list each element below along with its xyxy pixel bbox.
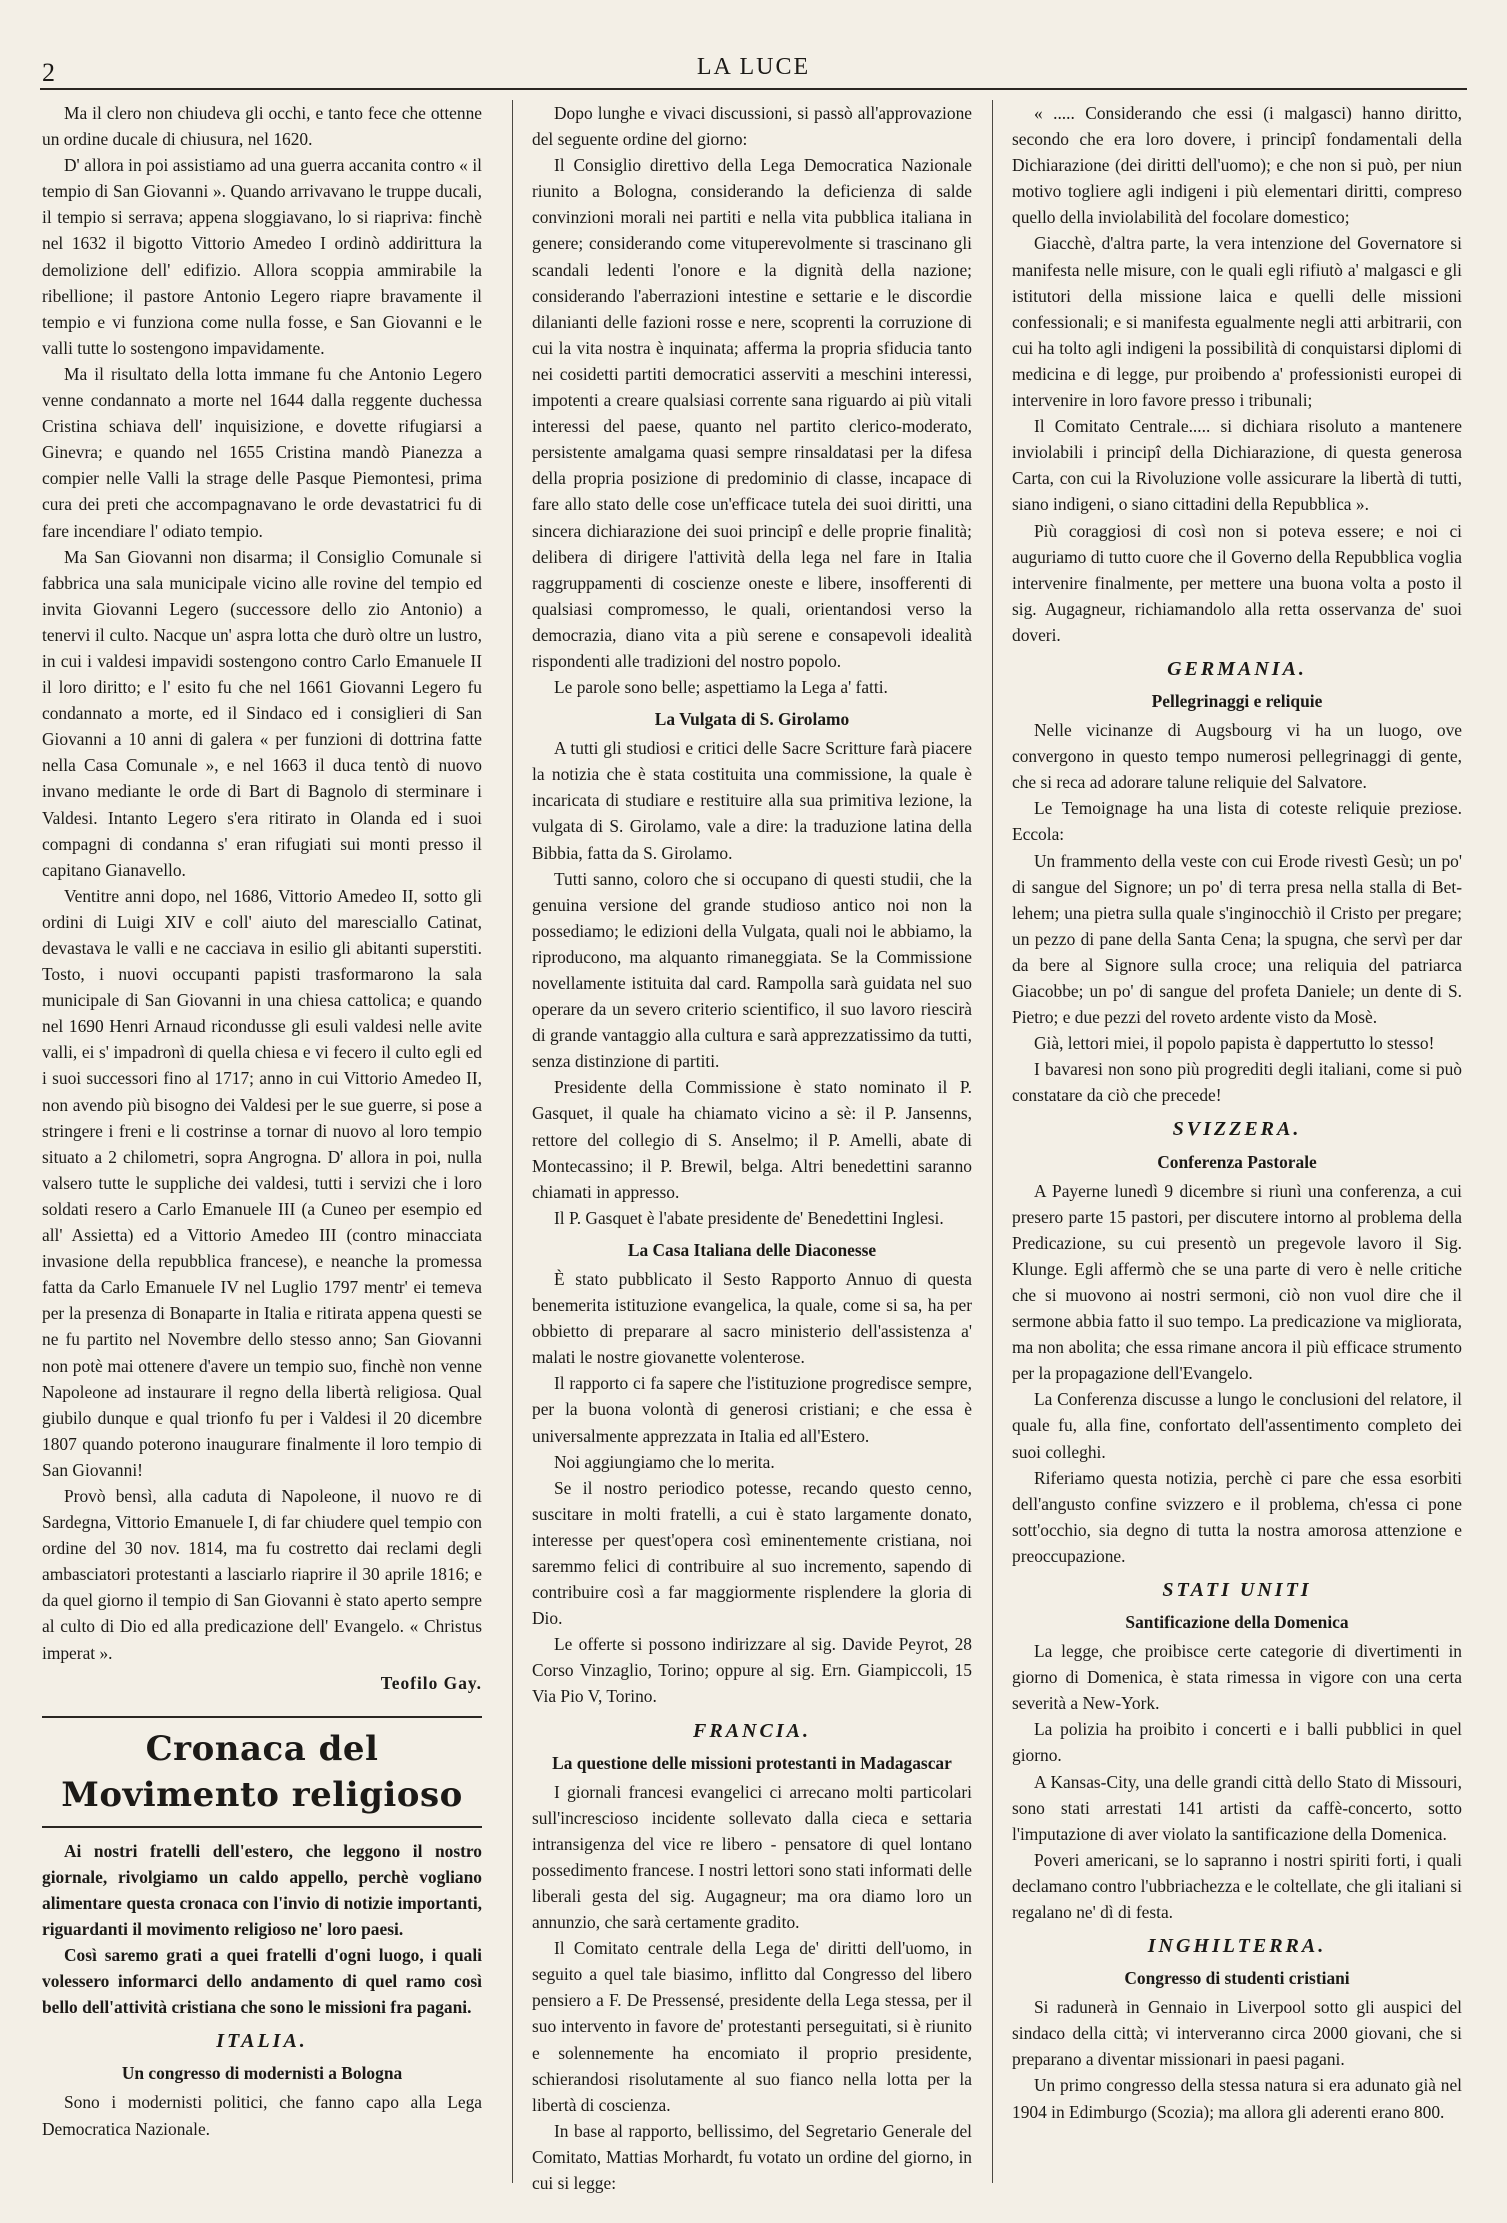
paragraph: Poveri americani, se lo sapranno i nostri spiriti forti, i quali declamano contro l'ubbriachezza e le coltellate, che gli italiani si regalano ne' dì di festa. — [1012, 1849, 1462, 1922]
paragraph: La Conferenza discusse a lungo le conclusioni del relatore, il quale fu, alla fine, confortato dell'assentimento completo dei suoi colleghi. — [1012, 1389, 1462, 1462]
paragraph: Il P. Gasquet è l'abate presidente de' Benedettini Inglesi. — [554, 1207, 944, 1228]
paragraph: La polizia ha proibito i concerti e i balli pubblici in quel giorno. — [1012, 1719, 1462, 1766]
paragraph: I bavaresi non sono più progrediti degli italiani, come si può constatare da ciò che precede! — [1012, 1059, 1462, 1106]
paragraph: Provò bensì, alla caduta di Napoleone, il nuovo re di Sardegna, Vittorio Emanuele I, di far chiudere quel tempio con ordine del 30 nov. 1814, ma fu costretto dai reclami degli ambasciatori protestanti a lasciarlo riaprire il 30 aprile 1816; e da quel giorno il tempio di San Giovanni è stato aperto sempre al culto di Dio ed alla predicazione dell' Evangelo. « Christus imperat ». — [42, 1485, 482, 1663]
page-number: 2 — [42, 58, 55, 87]
article-heading-domenica: Santificazione della Domenica — [1125, 1612, 1349, 1633]
article-heading-studenti: Congresso di studenti cristiani — [1124, 1968, 1350, 1989]
paragraph: A Kansas-City, una delle grandi città dello Stato di Missouri, sono stati arrestati 141 artisti da caffè-concerto, sotto l'imputazione di aver violato la santificazione della Domenica. — [1012, 1771, 1462, 1844]
column-divider-1 — [512, 100, 513, 2183]
paragraph: Il Comitato Centrale..... si dichiara risoluto a mantenere inviolabili i principî della Dichiarazione, di questa generosa Carta, con cui la Rivoluzione volle assicurare la libertà di tutti, siano indigeni, o siano cittadini della Repubblica ». — [1012, 416, 1462, 515]
paragraph: Tutti sanno, coloro che si occupano di questi studii, che la genuina versione del grande studioso antico noi non la possediamo; le edizioni della Vulgata, quali noi le abbiamo, la riproducono, ma alquanto rimaneggiata. Se la Commissione novellamente istituita dal card. Rampolla sarà guidata nel suo operare da un severo criterio scientifico, il suo lavoro riescirà di grande vantaggio alla cultura e sarà apprezzatissimo da tutti, senza distinzione di partiti. — [532, 868, 972, 1072]
paragraph: A tutti gli studiosi e critici delle Sacre Scritture farà piacere la notizia che è stata costituita una commissione, la quale è incaricata di studiare e restituire alla sua primitiva lezione, la vulgata di S. Girolamo, vale a dire: la traduzione latina della Bibbia, fatta da S. Girolamo. — [532, 738, 972, 863]
paragraph: Le offerte si possono indirizzare al sig. Davide Peyrot, 28 Corso Vinzaglio, Torino; oppure al sig. Ern. Giampiccoli, 15 Via Pio V, Torino. — [532, 1634, 972, 1707]
paragraph: I giornali francesi evangelici ci arrecano molti particolari sull'increscioso incidente sollevato dalla cieca e settaria intransigenza del vice re libero - pensatore di quel lontano possedimento francese. I nostri lettori sono stati informati delle liberali gesta del sig. Augagneur; ma ora diamo loro un annunzio, che sarà certamente gradito. — [532, 1781, 972, 1933]
masthead-title: LA LUCE — [696, 54, 811, 80]
paragraph: Ventitre anni dopo, nel 1686, Vittorio Amedeo II, sotto gli ordini di Luigi XIV e coll' aiuto del maresciallo Catinat, devastava le valli e ne cacciava in esilio gli abitanti superstiti. Tosto, i nuovi occupanti papisti trasformarono la sala municipale di San Giovanni in una chiesa cattolica; e quando nel 1690 Henri Arnaud ricondusse gli esuli valdesi nelle avite valli, ei s' impadronì di quella chiesa e vi fecero il culto egli ed i suoi successori fino al 1717; anno in cui Vittorio Amedeo II, non avendo più bisogno dei Valdesi per le sue guerre, si pose a stringere i freni e li costrinse a tornar di nuovo al loro tempio situato a 2 chilometri, sopra Angrogna. D' allora in poi, nulla valsero tutte le suppliche dei valdesi, tutti i servizi che i loro soldati resero a Carlo Emanuele III (a Cuneo per esempio ed all' Assietta) ed a Vittorio Amedeo III (contro minacciata invasione della repubblica francese), e neanche la promessa fatta da Carlo Emanuele IV nel Luglio 1797 mentr' ei temeva per la presenza di Bonaparte in Italia e ritirata appena questi se ne fu partito nel Novembre dello stesso anno; San Giovanni non potè mai ottenere d'avere un tempio suo, finchè non venne Napoleone ad instaurare il regno della libertà religiosa. Qual giubilo dunque e qual trionfo fu per i Valdesi il 20 dicembre 1807 quando poterono inaugurare finalmente il loro tempio di San Giovanni! — [42, 885, 482, 1480]
paragraph: Se il nostro periodico potesse, recando questo cenno, suscitare in molti fratelli, a cui è stato largamente donato, interesse per quest'opera così eminentemente cristiana, noi saremmo felici di contribuire al suo incremento, sapendo di contribuire così a far maggiormente risplendere la gloria di Dio. — [532, 1477, 972, 1629]
paragraph: Già, lettori miei, il popolo papista è dappertutto lo stesso! — [1034, 1033, 1435, 1054]
masthead-rule — [40, 88, 1467, 90]
column-1 — [42, 100, 482, 2183]
paragraph: Più coraggiosi di così non si poteva essere; e noi ci auguriamo di tutto cuore che il Governo della Repubblica voglia intervenire finalmente, per mettere una buona volta a posto il sig. Augagneur, richiamandolo alla retta osservanza de' suoi doveri. — [1012, 520, 1462, 645]
paragraph: Sono i modernisti politici, che fanno capo alla Lega Democratica Nazionale. — [42, 2092, 482, 2139]
country-heading-germania: GERMANIA. — [1167, 657, 1307, 680]
paragraph: Ma il clero non chiudeva gli occhi, e tanto fece che ottenne un ordine ducale di chiusura, nel 1620. — [42, 103, 482, 150]
paragraph: D' allora in poi assistiamo ad una guerra accanita contro « il tempio di San Giovanni ». Quando arrivavano le truppe ducali, il tempio si serrava; appena sloggiavano, lo si riapriva: finchè nel 1632 il bigotto Vittorio Amedeo I ordinò addirittura la demolizione dell' edifizio. Allora scoppia ammirabile la ribellione; il pastore Antonio Legero riapre bravamente il tempio e vi funziona come nulla fosse, e San Giovanni e le valli tutte lo sostengono impavidamente. — [42, 155, 482, 358]
country-heading-italia: ITALIA. — [216, 2030, 308, 2053]
section-banner-cronaca: Cronaca del Movimento religioso — [42, 1716, 482, 1828]
article-heading-vulgata: La Vulgata di S. Girolamo — [654, 709, 850, 730]
paragraph: Un frammento della veste con cui Erode rivestì Gesù; un po' di sangue del Signore; un po' di terra presa nella stalla di Bet-lehem; una pietra sulla quale s'inginocchiò il Cristo per pregare; un pezzo di pane della Santa Cena; la spugna, che servì per dar da bere al Signore sulla croce; una reliquia del patriarca Giacobbe; un po' di sangue del profeta Daniele; un dente di S. Pietro; e due pezzi del roveto ardente visto da Mosè. — [1012, 850, 1462, 1028]
paragraph: Riferiamo questa notizia, perchè ci pare che essa esorbiti dell'angusto confine svizzero e il problema, ch'essa ci pone sott'occhio, sia degno di tutta la nostra amorosa attenzione e preoccupazione. — [1012, 1467, 1462, 1566]
paragraph: In base al rapporto, bellissimo, del Segretario Generale del Comitato, Mattias Morhardt, fu votato un ordine del giorno, in cui si legge: — [532, 2120, 972, 2194]
paragraph: « ..... Considerando che essi (i malgasci) hanno diritto, secondo che era loro dovere, i principî fondamentali della Dichiarazione (dei diritti dell'uomo); e che non si può, per niun motivo togliere agli indigeni i più elementari diritti, compreso quello della inviolabilità del focolare domestico; — [1012, 103, 1462, 228]
article-heading-modernisti: Un congresso di modernisti a Bologna — [121, 2063, 403, 2084]
paragraph: Un primo congresso della stessa natura si era adunato già nel 1904 in Edimburgo (Scozia); ma allora gli aderenti erano 800. — [1012, 2075, 1462, 2122]
country-heading-inghilterra: INGHILTERRA. — [1147, 1935, 1327, 1958]
article-heading-conferenza: Conferenza Pastorale — [1157, 1151, 1317, 1172]
paragraph: Il Consiglio direttivo della Lega Democratica Nazionale riunito a Bologna, considerando la deficienza di salde convinzioni morali nei partiti e nella vita pubblica italiana in genere; considerando come vituperevolmente si trascinano gli scandali ledenti l'onore e la dignità della nazione; considerando l'aberrazioni intestine e settarie e le discordie dilanianti delle fazioni rosse e nere, scoprenti la corruzione di cui la vita nostra è inquinata; afferma la propria sfiducia tanto nei cosidetti partiti democratici asserviti a meschini interessi, impotenti a creare qualsiasi corrente sana riguardo ai più vitali interessi del paese, quanto nel partito clerico-moderato, persistente amalgama quasi sempre rinsaldatasi per la difesa della propria posizione di predominio di classe, incapace di fare allo stato delle cose un'efficace tutela dei suoi diritti, una sincera dichiarazione dei suoi principî e delle proprie finalità; delibera di dirigere l'attività della lega nel fare in Italia raggruppamenti di coscienze oneste e libere, insofferenti di qualsiasi compromesso, le quali, orientandosi verso la democrazia, diano vita a più serene e consapevoli idealità rispondenti alle tradizioni del nostro popolo. — [532, 155, 972, 671]
article-heading-diaconesse: La Casa Italiana delle Diaconesse — [627, 1239, 877, 1260]
paragraph: Noi aggiungiamo che lo merita. — [554, 1451, 775, 1472]
paragraph: È stato pubblicato il Sesto Rapporto Annuo di questa benemerita istituzione evangelica, la quale, come si sa, ha per obbietto di preparare al sacro ministerio dell'assistenza a' malati le nostre giovanette volenterose. — [532, 1268, 972, 1368]
paragraph: Le Temoignage ha una lista di coteste reliquie preziose. Eccola: — [1012, 798, 1462, 845]
paragraph: Nelle vicinanze di Augsbourg vi ha un luogo, ove convergono in questo tempo numerosi pellegrinaggi di gente, che si reca ad adorare talune reliquie del Salvatore. — [1012, 720, 1462, 793]
column-2 — [532, 100, 972, 2194]
column-3 — [1012, 100, 1462, 2183]
paragraph: Il Comitato centrale della Lega de' diritti dell'uomo, in seguito a quel tale biasimo, inflitto dal Congresso del libero pensiero a F. De Pressensé, presidente della Lega stessa, per il suo intervento in favore de' protestanti perseguitati, si è riunito e solennemente ha encomiato il proprio presidente, schierandosi risolutamente al suo fianco nella lotta per la libertà di coscienza. — [532, 1938, 972, 2115]
paragraph: Ma il risultato della lotta immane fu che Antonio Legero venne condannato a morte nel 1644 dalla reggente duchessa Cristina schiava dell' inquisizione, e dovette rifugiarsi a Ginevra; e quando nel 1655 Cristina mandò Pianezza a compier nelle Valli la strage delle Pasque Piemontesi, prima cura dei preti che accompagnavano le orde devastatrici fu di fare incendiare l' odiato tempio. — [42, 363, 482, 541]
paragraph: Dopo lunghe e vivaci discussioni, si passò all'approvazione del seguente ordine del giorno: — [532, 103, 972, 150]
country-heading-svizzera: SVIZZERA. — [1172, 1118, 1302, 1141]
country-heading-francia: FRANCIA. — [693, 1719, 811, 1742]
article-signature: Teofilo Gay. — [380, 1672, 482, 1693]
column-divider-2 — [992, 100, 993, 2183]
paragraph: Giacchè, d'altra parte, la vera intenzione del Governatore si manifesta nelle misure, con le quali egli rifiutò a' malgasci e gli istitutori della missione laica e quelli delle missioni confessionali; e si manifesta egualmente negli atti arbitrarii, con cui ha tolto agli indigeni la possibilità di conquistarsi diplomi di medicina e di legge, pur proibendo a' professionisti europei di intervenire in loro favore presso i tribunali; — [1012, 233, 1462, 411]
paragraph: A Payerne lunedì 9 dicembre si riunì una conferenza, a cui presero parte 15 pastori, per discutere intorno al problema della Predicazione, su cui presentò un pregevole lavoro il Sig. Klunge. Egli affermò che se una parte di vero è nelle critiche che si muovono ai nostri sermoni, ciò non vuol dire che il sermone abbia fatto il suo tempo. La predicazione va migliorata, ma non abolita; che essa rimane ancora il più efficace strumento per la propagazione dell'Evangelo. — [1012, 1180, 1462, 1384]
paragraph: Le parole sono belle; aspettiamo la Lega a' fatti. — [554, 677, 888, 698]
paragraph: Ma San Giovanni non disarma; il Consiglio Comunale si fabbrica una sala municipale vicino alle rovine del tempio ed invita Giovanni Legero (successore dello zio Antonio) a tenervi il culto. Nacque un' aspra lotta che durò oltre un lustro, in cui i valdesi impavidi sostengono contro Carlo Emanuele II il loro diritto; e l' esito fu che nel 1661 Giovanni Legero fu condannato a morte, ed il Sindaco ed i consiglieri di San Giovanni a 10 anni di galera « per funzioni di dottrina fatte nella Casa Comunale », e nel 1663 il duca tentò di nuovo invano mediante le orde di Bart di Bagnolo di sterminare i Valdesi. Intanto Legero s'era ritirato in Olanda ed i suoi compagni di condanna s' eran rifugiati sui monti presso il capitano Gianavello. — [42, 546, 482, 880]
article-heading-pellegrinaggi: Pellegrinaggi e reliquie — [1151, 691, 1323, 712]
article-heading-madagascar: La questione delle missioni protestanti in Madagascar — [552, 1752, 952, 1773]
paragraph: Presidente della Commissione è stato nominato il P. Gasquet, il quale ha chiamato vicino a sè: il P. Jansenns, rettore del collegio di S. Anselmo; il P. Amelli, abate di Montecassino; il P. Brewil, belga. Altri benedettini saranno chiamati in appresso. — [532, 1077, 972, 1202]
country-heading-stati-uniti: STATI UNITI — [1162, 1578, 1312, 1601]
appeal-paragraph: Ai nostri fratelli dell'estero, che leggono il nostro giornale, rivolgiamo un caldo appello, perchè vogliano alimentare questa cronaca con l'invio di notizie importanti, riguardanti il movimento religioso ne' loro paesi. — [42, 1840, 482, 1939]
paragraph: La legge, che proibisce certe categorie di divertimenti in giorno di Domenica, è stata rimessa in vigore con una certa severità a New-York. — [1012, 1641, 1462, 1714]
paragraph: Il rapporto ci fa sapere che l'istituzione progredisce sempre, per la buona volontà di generosi cristiani; e che essa è universalmente apprezzata in Italia ed all'Estero. — [532, 1373, 972, 1446]
thanks-paragraph: Così saremo grati a quei fratelli d'ogni luogo, i quali volessero informarci dello andamento di quel ramo così bello dell'attività cristiana che sono le missioni fra pagani. — [42, 1945, 482, 2018]
paragraph: Si radunerà in Gennaio in Liverpool sotto gli auspici del sindaco della città; vi interveranno circa 2000 giovani, che si preparano a diventar missionari in paesi pagani. — [1012, 1997, 1462, 2070]
